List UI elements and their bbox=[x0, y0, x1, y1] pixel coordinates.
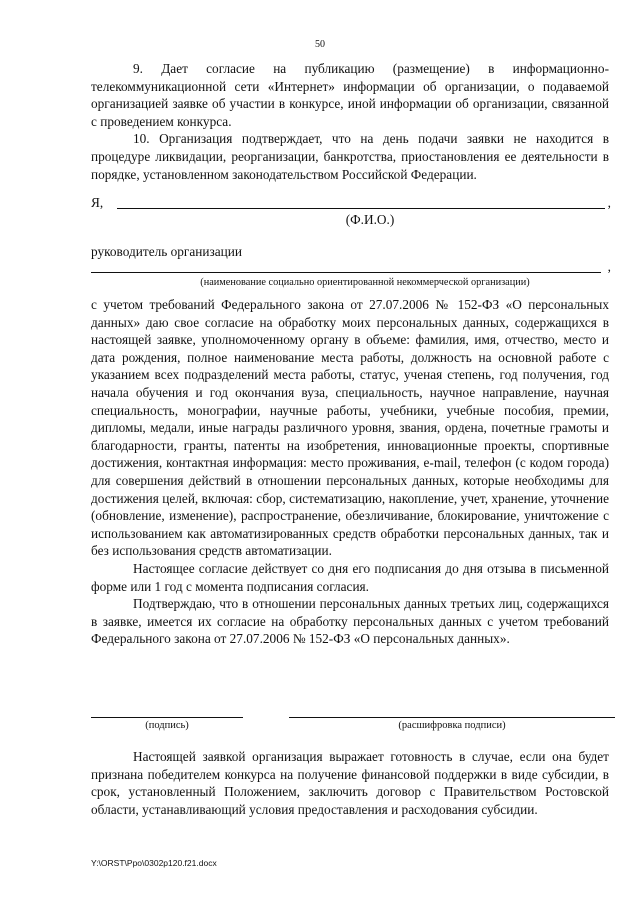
third-party-consent-paragraph: Подтверждаю, что в отношении персональных данных третьих лиц, содержащихся в заявке, имеется их согласие на обработку персональных данных с учетом требований Федерального закона от 27.07.2006 № 152-ФЗ «О персональных данных». bbox=[91, 596, 609, 647]
fio-caption: (Ф.И.О.) bbox=[345, 212, 395, 227]
signature-decode-line bbox=[289, 717, 615, 718]
consent-validity-paragraph: Настоящее согласие действует со дня его подписания до дня отзыва в письменной форме или 1 год с момента подписания согласия. bbox=[91, 560, 609, 594]
fio-field bbox=[91, 195, 611, 213]
personal-data-consent bbox=[91, 296, 609, 648]
readiness-paragraph: Настоящей заявкой организация выражает готовность в случае, если она будет признана победителем конкурса на получение финансовой поддержки в виде субсидии, в срок, установленный Положением, заключить договор с Правительством Ростовской области, устанавливающий условия предоставления и расходования субсидии. bbox=[91, 749, 609, 817]
fio-comma: , bbox=[607, 195, 611, 210]
item-9-publication-consent: 9. Дает согласие на публикацию (размещение) в информационно-телекоммуникационной сети «Интернет» информации об организации, о подаваемой организацией заявке об участии в конкурсе, иной информации об организации, связанной с проведением конкурса. bbox=[91, 61, 609, 129]
signature-decode-caption: (расшифровка подписи) bbox=[398, 720, 506, 731]
role-label: руководитель организации bbox=[91, 244, 243, 259]
signature-line bbox=[91, 717, 243, 718]
signature-caption: (подпись) bbox=[145, 720, 189, 731]
footer-file-path: Y:\ORST\Ppo\0302p120.f21.docx bbox=[91, 858, 217, 868]
consent-section-items bbox=[91, 60, 609, 183]
readiness-section bbox=[91, 748, 609, 818]
fio-blank-line bbox=[117, 208, 605, 209]
organization-name-field bbox=[91, 258, 611, 276]
page-number: 50 bbox=[315, 39, 325, 50]
fio-prefix: Я, bbox=[91, 195, 104, 210]
organization-comma: , bbox=[607, 259, 611, 274]
item-10-status-confirmation: 10. Организация подтверждает, что на день подачи заявки не находится в процедуре ликвидации, реорганизации, банкротства, приостановления ее деятельности в порядке, установленном законодательством Российской Федерации. bbox=[91, 131, 609, 182]
consent-main-paragraph: с учетом требований Федерального закона от 27.07.2006 № 152-ФЗ «О персональных данных» даю свое согласие на обработку моих персональных данных, содержащихся в настоящей заявке, уполномоченному органу в объеме: фамилия, имя, отчество, место и дата рождения, полное наименование места работы, должность на основной работе с указанием всех подразделений места работы, статус, ученая степень, год получения, год начала обучения и год окончания вуза, специальность, научное направление, научная специальность, монографии, научные работы, учебники, учебные пособия, премии, дипломы, медали, иные награды различного уровня, звания, ордена, почетные грамоты и благодарности, гранты, патенты на изобретения, инновационные проекты, спортивные достижения, контактная информация: место проживания, e-mail, телефон (с кодом города) для совершения действий в отношении персональных данных, которые необходимы для достижения целей, включая: сбор, систематизацию, накопление, учет, хранение, уточнение (обновление, изменение), распространение, обезличивание, блокирование, уничтожение с использованием как автоматизированных средств обработки персональных данных, так и без использования средств автоматизации. bbox=[91, 297, 609, 559]
organization-caption: (наименование социально ориентированной некоммерческой организации) bbox=[200, 277, 530, 288]
organization-blank-line bbox=[91, 272, 601, 273]
